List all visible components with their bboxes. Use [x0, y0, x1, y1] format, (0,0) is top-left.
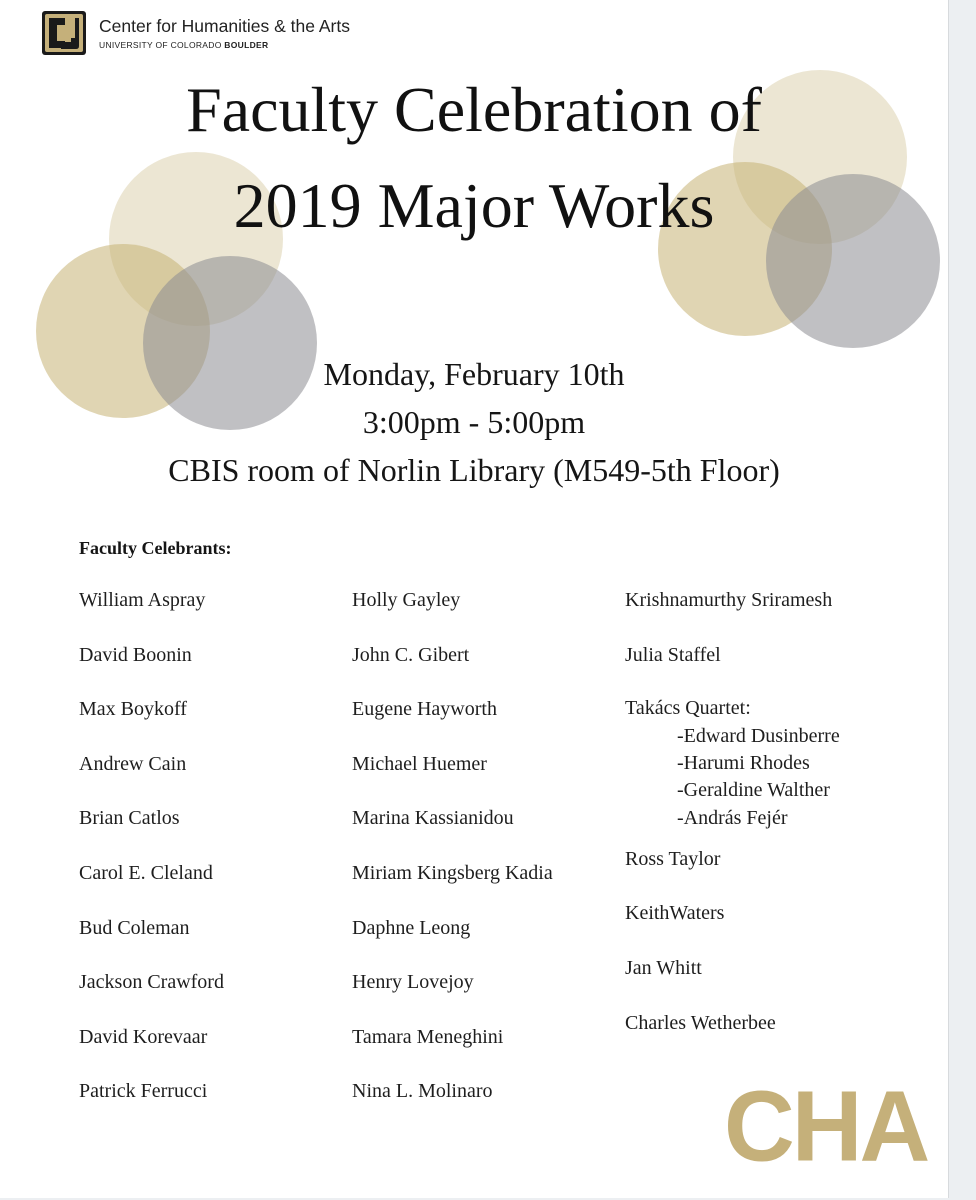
celebrant-name: David Korevaar — [79, 1025, 208, 1048]
celebrants-column-3 — [625, 586, 840, 1063]
celebrant-name: Patrick Ferrucci — [79, 1080, 208, 1103]
celebrant-name: Krishnamurthy Sriramesh — [625, 589, 833, 611]
celebrant-name: Jan Whitt — [625, 956, 702, 979]
celebrant-name: Tamara Meneghini — [352, 1025, 504, 1048]
celebrant-name: Michael Huemer — [352, 752, 487, 775]
celebrant-name: Max Boykoff — [79, 698, 187, 721]
quartet-member: -Harumi Rhodes — [677, 751, 810, 774]
event-date: Monday, February 10th — [323, 356, 625, 392]
title-line-1: Faculty Celebration of — [186, 74, 762, 145]
celebrant-name: William Aspray — [79, 589, 206, 611]
celebrant-name: Holly Gayley — [352, 589, 461, 611]
quartet-member: -Geraldine Walther — [677, 779, 830, 802]
quartet-group — [625, 695, 840, 845]
celebrant-name: KeithWaters — [625, 902, 725, 925]
event-location: CBIS room of Norlin Library (M549-5th Floor) — [168, 452, 780, 488]
celebrant-name: David Boonin — [79, 643, 192, 666]
celebrant-name: Charles Wetherbee — [625, 1011, 776, 1034]
celebrant-name: Ross Taylor — [625, 847, 721, 870]
celebrant-name: Julia Staffel — [625, 643, 721, 666]
celebrant-name: Henry Lovejoy — [352, 971, 474, 994]
celebrant-name: Eugene Hayworth — [352, 698, 497, 721]
quartet-member: -Edward Dusinberre — [677, 724, 840, 747]
celebrant-name: Brian Catlos — [79, 807, 180, 830]
cu-logo-icon — [41, 10, 87, 56]
celebrants-column-2 — [352, 586, 553, 1132]
celebrant-name: Carol E. Cleland — [79, 861, 213, 884]
celebrant-name: Andrew Cain — [79, 752, 187, 775]
quartet-name: Takács Quartet: — [625, 697, 751, 720]
org-logo — [41, 10, 350, 56]
celebrant-name: Daphne Leong — [352, 916, 471, 939]
page-title — [0, 62, 948, 254]
celebrant-name: Miriam Kingsberg Kadia — [352, 861, 553, 884]
title-line-2: 2019 Major Works — [233, 170, 715, 241]
org-university: UNIVERSITY OF COLORADO BOULDER — [99, 39, 269, 50]
org-name: Center for Humanities & the Arts — [99, 15, 350, 36]
celebrants-heading: Faculty Celebrants: — [79, 538, 232, 558]
event-time: 3:00pm - 5:00pm — [362, 404, 586, 440]
celebrant-name: John C. Gibert — [352, 643, 470, 666]
celebrants-column-1 — [79, 586, 224, 1132]
celebrant-name: Marina Kassianidou — [352, 807, 514, 830]
celebrant-name: Nina L. Molinaro — [352, 1080, 493, 1103]
cha-logo: CHA — [724, 1069, 928, 1183]
page-edge — [949, 0, 976, 1200]
quartet-member: -András Fejér — [677, 806, 788, 829]
celebrant-name: Jackson Crawford — [79, 971, 224, 994]
celebrant-name: Bud Coleman — [79, 916, 190, 939]
event-details — [0, 350, 948, 494]
